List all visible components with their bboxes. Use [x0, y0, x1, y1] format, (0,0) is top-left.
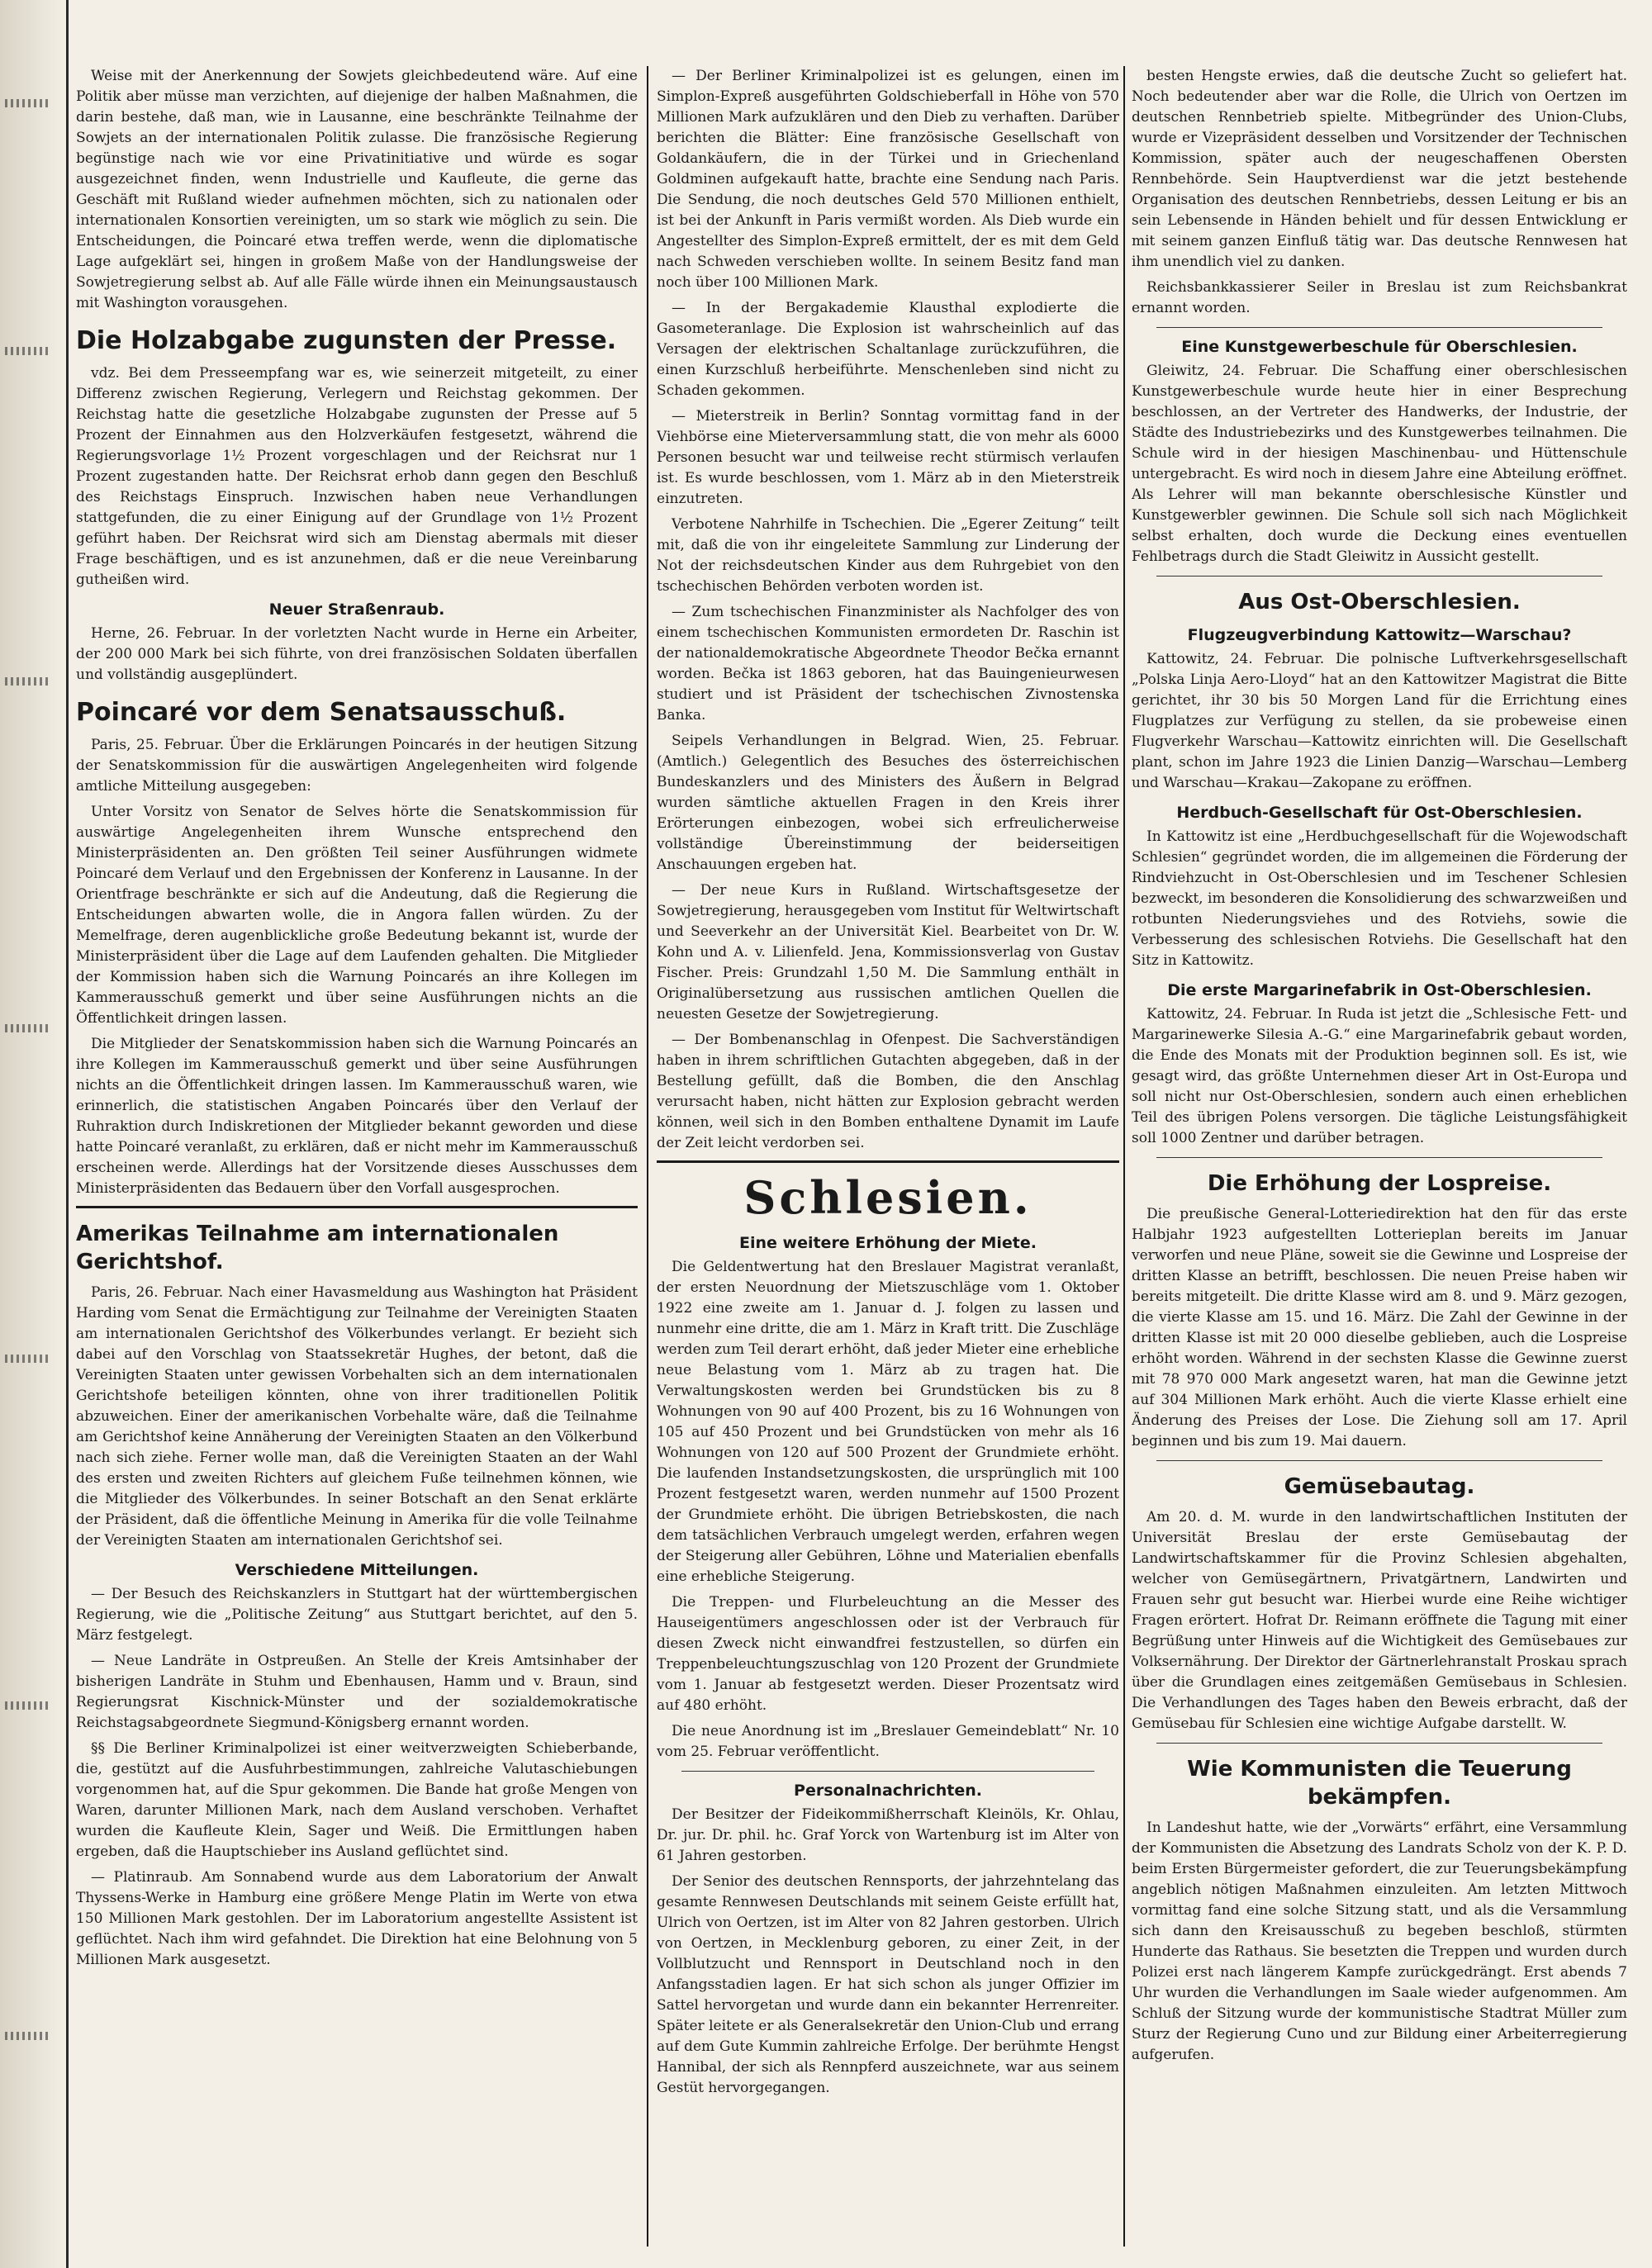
kunst-text: Gleiwitz, 24. Februar. Die Schaffung einer oberschlesischen Kunstgewerbeschule wurde heute hier in einer Besprechung beschlossen, an der Vertreter des Handwerks, der Industrie, der Städte des Industriebezirks und des Kunstgewerbes teilnahmen. Die Schule wird in der hiesigen Maschinenbau- und Hüttenschule untergebracht. Es wird noch in diesem Jahre eine Abteilung eröffnet. Als Lehrer will man bekannte oberschlesische Künstler und Kunstgewerbler gewinnen. Die Schule soll sich nach Möglichkeit selbst erhalten, doch wurde die Deckung eines eventuellen Fehlbetrags durch die Stadt Gleiwitz in Aussicht gestellt. [1132, 363, 1627, 565]
subhead-flugzeug: Flugzeugverbindung Kattowitz—Warschau? [1187, 626, 1572, 644]
section-divider [657, 1160, 1119, 1163]
divider [76, 1206, 638, 1208]
column-divider-2 [1123, 66, 1125, 2247]
personal-text-1: Der Besitzer der Fideikommißherrschaft Kleinöls, Kr. Ohlau, Dr. jur. Dr. phil. hc. Graf Yorck von Wartenburg ist im Alter von 61 Jahren gestorben. [657, 1806, 1119, 1864]
headline-kommunisten: Wie Kommunisten die Teuerung bekämpfen. [1187, 1757, 1572, 1810]
col2-item-6: Seipels Verhandlungen in Belgrad. Wien, 25. Februar. (Amtlich.) Gelegentlich des Besuches des österreichischen Bundeskanzlers und des Ministers des Äußern in Belgrad wurden sämtliche aktuellen Fragen in den Kreis ihrer Erörterungen einbezogen, wobei sich erfreulicherweise vollständige Übereinstimmung der beiderseitigen Anschauungen ergeben hat. [657, 733, 1119, 873]
divider [1156, 1460, 1602, 1461]
gemuese-text: Am 20. d. M. wurde in den landwirtschaftlichen Instituten der Universität Breslau der erste Gemüsebautag der Landwirtschaftskammer für die Provinz Schlesien abgehalten, welcher von Gemüsegärtnern, Privatgärtnern, Landwirten und Frauen sehr gut besucht war. Hierbei wurde eine Reihe wichtiger Fragen erörtert. Hofrat Dr. Reimann eröffnete die Tagung mit einer Begrüßung unter Hinweis auf die Wichtigkeit des Gemüsebaues zur Volksernährung. Der Direktor der Gärtnerlehranstalt Proskau sprach über die Grundlagen eines zeitgemäßen Gemüsebaus in Schlesien. Die Verhandlungen des Tages haben den Beweis erbracht, daß der Gemüsebau für Schlesien eine wichtige Aufgabe darstellt. W. [1132, 1509, 1627, 1732]
headline-gemuesebautag: Gemüsebautag. [1284, 1474, 1475, 1499]
headline-miete: Eine weitere Erhöhung der Miete. [739, 1234, 1037, 1252]
column-3 [1132, 66, 1627, 2238]
column-2 [657, 66, 1119, 2238]
miete-text-2: Die Treppen- und Flurbeleuchtung an die Messer des Hauseigentümers angeschlossen oder ist der Verbrauch für diesen Zweck nicht einwandfrei festzustellen, so dürfen ein Treppenbeleuchtungszuschlag von 120 Prozent der Grundmiete vom 1. Januar ab festgesetzt werden. Dieser Prozentsatz wird auf 480 erhöht. [657, 1594, 1119, 1714]
column-1 [76, 66, 638, 2238]
headline-lospreise: Die Erhöhung der Lospreise. [1207, 1171, 1552, 1196]
col3-item-1: besten Hengste erwies, daß die deutsche Zucht so geliefert hat. Noch bedeutender aber war die Rolle, die Ulrich von Oertzen im deutschen Rennbetrieb spielte. Mitbegründer des Union-Clubs, wurde er Vizepräsident desselben und Vorsitzender der Technischen Kommission, später auch der neugeschaffenen Obersten Rennbehörde. Sein Hauptverdienst war die jetzt bestehende Organisation des deutschen Rennbetriebs, dessen Leitung er bis an sein Lebensende in Händen behielt und für dessen Entwicklung er mit seinem ganzen Einfluß tätig war. Das deutsche Rennwesen hat ihm unendlich viel zu danken. [1132, 68, 1627, 270]
strassenraub-text: Herne, 26. Februar. In der vorletzten Nacht wurde in Herne ein Arbeiter, der 200 000 Mark bei sich führte, von drei französischen Soldaten überfallen und vollständig ausgeplündert. [76, 625, 638, 683]
personal-text-2: Der Senior des deutschen Rennsports, der jahrzehntelang das gesamte Rennwesen Deutschlands mit seinem Geiste erfüllt hat, Ulrich von Oertzen, ist im Alter von 82 Jahren gestorben. Ulrich von Oertzen, in Mecklenburg geboren, zu einer Zeit, in der Vollblutzucht und Rennsport in Deutschland noch in den Anfangsstadien lagen. Er hat sich schon als junger Offizier im Sattel hervorgetan und wurde dann ein bekannter Herrenreiter. Später leitete er als Generalsekretär den Union-Club und errang auf dem Gute Kummin zahlreiche Erfolge. Der berühmte Hengst Hannibal, der sich als Rennpferd auszeichnete, war aus seinem Gestüt hervorgegangen. [657, 1873, 1119, 2096]
mitteilungen-text-2: — Neue Landräte in Ostpreußen. An Stelle der Kreis Amtsinhaber der bisherigen Landräte in Stuhm und Ebenhausen, Hamm und v. Braun, sind Regierungsrat Kischnick-Münster und der sozialdemokratische Reichstagsabgeordnete Siegmund-Königsberg ernannt worden. [76, 1653, 638, 1731]
headline-poincare: Poincaré vor dem Senatsausschuß. [76, 698, 567, 727]
intro-text: Weise mit der Anerkennung der Sowjets gleichbedeutend wäre. Auf eine Politik aber müsse man verzichten, auf diejenige der halben Maßnahmen, die darin bestehe, daß man, wie in Lausanne, eine beschränkte Teilnahme der Sowjets an der internationalen Politik zulasse. Die französische Regierung begünstige nach wie vor eine Privatinitiative und würde es sogar ausgezeichnet finden, wenn Industrielle und Kaufleute, die gerne das Geschäft mit Rußland wieder aufnehmen möchten, sich zu nationalen oder internationalen Konsortien vereinigten, um so stark wie möglich zu sein. Die Entscheidungen, die Poincaré etwa treffen werde, wenn die diplomatische Lage aufgeklärt sei, hingen in großem Maße von der Handlungsweise der Sowjetregierung selbst ab. Auf alle Fälle würde ihnen ein Meinungsaustausch mit Washington vorausgehen. [76, 68, 638, 311]
col2-item-3: — Mieterstreik in Berlin? Sonntag vormittag fand in der Viehbörse eine Mieterversammlung statt, die von mehr als 6000 Personen besucht war und teilweise recht stürmisch verlaufen ist. Es wurde beschlossen, vom 1. März ab in den Mieterstreik einzutreten. [657, 408, 1119, 507]
col2-item-5: — Zum tschechischen Finanzminister als Nachfolger des von einem tschechischen Kommunisten ermordeten Dr. Raschin ist der nationaldemokratische Abgeordnete Theodor Bečka ernannt worden. Bečka ist 1863 geboren, hat das Bauingenieurwesen studiert und ist Präsident der tschechischen Zivnostenska Banka. [657, 604, 1119, 724]
ost-text-2: In Kattowitz ist eine „Herdbuchgesellschaft für die Wojewodschaft Schlesien“ gegründet worden, die im allgemeinen die Förderung der Rindviehzucht in Ost-Oberschlesien und im Teschener Schlesien bezweckt, im besonderen die Konsolidierung des schwarzweißen und rotbunten Niederungsviehes und des Rotviehs, sowie die Verbesserung des schlesischen Rotviehs. Die Gesellschaft hat den Sitz in Kattowitz. [1132, 828, 1627, 969]
headline-holzabgabe: Die Holzabgabe zugunsten der Presse. [76, 326, 617, 355]
divider [681, 1771, 1094, 1772]
mitteilungen-text-4: — Platinraub. Am Sonnabend wurde aus dem Laboratorium der Anwalt Thyssens-Werke in Hamburg eine größere Menge Platin im Werte von etwa 150 Millionen Mark gestohlen. Der im Laboratorium angestellte Assistent ist geflüchtet. Nach ihm wird gefahndet. Die Direktion hat eine Belohnung von 5 Millionen Mark ausgesetzt. [76, 1869, 638, 1968]
headline-mitteilungen: Verschiedene Mitteilungen. [235, 1561, 479, 1579]
poincare-text-1: Paris, 25. Februar. Über die Erklärungen Poincarés in der heutigen Sitzung der Senatskommission für die auswärtigen Angelegenheiten wird folgende amtliche Mitteilung ausgegeben: [76, 737, 638, 795]
col3-item-2: Reichsbankkassierer Seiler in Breslau ist zum Reichsbankrat ernannt worden. [1132, 279, 1627, 316]
miete-text-3: Die neue Anordnung ist im „Breslauer Gemeindeblatt“ Nr. 10 vom 25. Februar veröffentlicht. [657, 1723, 1119, 1760]
mitteilungen-text-3: §§ Die Berliner Kriminalpolizei ist einer weitverzweigten Schieberbande, die, gestützt auf die Ausfuhrbestimmungen, zahlreiche Valutaschiebungen vorgenommen hat, auf die Spur gekommen. Die Bande hat große Mengen von Waren, darunter Millionen Mark, nach dem Ausland verschoben. Verhaftet wurden die Kaufleute Klein, Sager und Weiß. Die Ermittlungen haben ergeben, daß die Hauptschieber ins Ausland geflüchtet sind. [76, 1740, 638, 1860]
headline-personal: Personalnachrichten. [794, 1782, 982, 1800]
col2-item-2: — In der Bergakademie Klausthal explodierte die Gasometeranlage. Die Explosion ist wahrscheinlich auf das Versagen der elektrischen Schaltanlage zurückzuführen, die einen Kurzschluß herbeiführte. Menschenleben sind nicht zu Schaden gekommen. [657, 300, 1119, 399]
headline-ost-oberschlesien: Aus Ost-Oberschlesien. [1238, 590, 1521, 614]
subhead-herdbuch: Herdbuch-Gesellschaft für Ost-Oberschlesien. [1176, 804, 1583, 822]
divider [1156, 1743, 1602, 1744]
col2-item-7: — Der neue Kurs in Rußland. Wirtschaftsgesetze der Sowjetregierung, herausgegeben vom Institut für Weltwirtschaft und Seeverkehr an der Universität Kiel. Bearbeitet von Dr. W. Kohn und A. v. Lilienfeld. Jena, Kommissionsverlag von Gustav Fischer. Preis: Grundzahl 1,50 M. Die Sammlung enthält in Originalübersetzung aus russischen amtlichen Quellen die neuesten Gesetze der Sowjetregierung. [657, 882, 1119, 1022]
section-title-schlesien: Schlesien. [743, 1171, 1032, 1224]
headline-kunstgewerbeschule: Eine Kunstgewerbeschule für Oberschlesien. [1181, 338, 1578, 356]
col2-item-1: — Der Berliner Kriminalpolizei ist es gelungen, einen im Simplon-Expreß ausgeführten Goldschieberfall in Höhe von 570 Millionen Mark aufzuklären und den Dieb zu verhaften. Darüber berichten die Blätter: Eine französische Gesellschaft von Goldankäufern, die in der Türkei und in Griechenland Goldminen aufgekauft hatte, brachte eine Sendung nach Paris. Die Sendung, die noch deutsches Geld 570 Millionen enthielt, ist bei der Ankunft in Paris vermißt worden. Als Dieb wurde ein Angestellter des Simplon-Expreß ermittelt, der es mit dem Geld nach Schweden verschieben wollte. In seinem Besitz fand man noch über 100 Millionen Mark. [657, 68, 1119, 291]
column-divider-1 [647, 66, 648, 2247]
amerika-text: Paris, 26. Februar. Nach einer Havasmeldung aus Washington hat Präsident Harding vom Senat die Ermächtigung zur Teilnahme der Vereinigten Staaten am internationalen Gerichtshof des Völkerbundes verlangt. Er bezieht sich dabei auf den Vorschlag von Staatssekretär Hughes, der betont, daß die Vereinigten Staaten unter gewissen Vorbehalten sich an dem internationalen Gerichtshofe beteiligen könnten, ohne von ihrer traditionellen Politik abzuweichen. Einer der amerikanischen Vorbehalte wäre, daß die Teilnahme am Gerichtshof keine Annäherung der Vereinigten Staaten an den Völkerbund nach sich ziehe. Ferner wolle man, daß die Vereinigten Staaten an der Wahl des ersten und zweiten Richters auf gleichem Fuße teilnehmen können, wie die Mitglieder des Völkerbundes. In seiner Botschaft an den Senat erklärte der Präsident, daß die öffentliche Meinung in Amerika für die volle Teilnahme der Vereinigten Staaten am internationalen Gerichtshof sei. [76, 1284, 638, 1549]
col2-item-8: — Der Bombenanschlag in Ofenpest. Die Sachverständigen haben in ihrem schriftlichen Gutachten abgegeben, daß in der Bestellung gefüllt, daß die Bomben, die den Anschlag verursacht haben, nicht hätten zur Explosion gebracht werden können, weil sich in den Bomben enthaltene Dynamit im Laufe der Zeit leicht verdorben sei. [657, 1032, 1119, 1151]
headline-amerika: Amerikas Teilnahme am internationalen Gerichtshof. [76, 1222, 559, 1274]
col2-item-4: Verbotene Nahrhilfe in Tschechien. Die „Egerer Zeitung“ teilt mit, daß die von ihr eingeleitete Sammlung zur Linderung der Not der reichsdeutschen Kinder aus dem Ruhrgebiet von den tschechischen Behörden verboten worden ist. [657, 516, 1119, 595]
mitteilungen-text-1: — Der Besuch des Reichskanzlers in Stuttgart hat der württembergischen Regierung, wie die „Politische Zeitung“ aus Stuttgart berichtet, auf den 5. März festgelegt. [76, 1586, 638, 1644]
divider [1156, 327, 1602, 328]
kommunisten-text: In Landeshut hatte, wie der „Vorwärts“ erfährt, eine Versammlung der Kommunisten die Absetzung des Landrats Scholz von der K. P. D. beim Ersten Bürgermeister gefordert, die zur Teuerungsbekämpfung angeblich nötigen Maßnahmen einzuleiten. Am letzten Mittwoch vormittag fand eine solche Sitzung statt, und als die Versammlung sich dann den Kreisausschuß zu begeben beschloß, stürmten Hunderte das Rathaus. Sie besetzten die Treppen und wurden durch Polizei erst nach längerem Kampfe zurückgedrängt. Erst abends 7 Uhr wurden die Verhandlungen im Saale wieder aufgenommen. Am Schluß der Sitzung wurde der kommunistische Stadtrat Müller zum Sturz der Regierung Cuno und zur Bildung einer Arbeiterregierung aufgerufen. [1132, 1820, 1627, 2063]
divider [1156, 1157, 1602, 1158]
poincare-text-3: Die Mitglieder der Senatskommission haben sich die Warnung Poincarés an ihre Kollegen im Kammerausschuß gemerkt und über seine Ausführungen nichts an die Öffentlichkeit dringen lassen. Im Kammerausschuß waren, wie erinnerlich, die statistischen Angaben Poincarés über den Verlauf der Ruhraktion durch Indiskretionen der Mitglieder bekannt geworden und diese hatte Poincaré veranlaßt, zu erklären, daß er nicht mehr im Kammerausschuß erscheinen werde. Allerdings hat der Vorsitzende dieses Ausschusses dem Ministerpräsidenten das Bedauern über den Vorfall ausgesprochen. [76, 1036, 638, 1197]
holzabgabe-text: vdz. Bei dem Presseempfang war es, wie seinerzeit mitgeteilt, zu einer Differenz zwischen Regierung, Verlegern und Reichstag gekommen. Der Reichstag hatte die gesetzliche Holzabgabe zugunsten der Presse auf 5 Prozent der Einnahmen aus den Holzverkäufen festgesetzt, während die Regierungsvorlage 1½ Prozent vorgeschlagen und der Reichsrat nur 1 Prozent zugestanden hatte. Der Reichsrat erhob dann gegen den Beschluß des Reichstags Einspruch. Inzwischen haben neue Verhandlungen stattgefunden, die zu einer Einigung auf der Grundlage von 1½ Prozent geführt haben. Der Reichsrat wird sich am Dienstag abermals mit dieser Frage beschäftigen, und es ist anzunehmen, daß er die neue Vereinbarung gutheißen wird. [76, 365, 638, 588]
poincare-text-2: Unter Vorsitz von Senator de Selves hörte die Senatskommission für auswärtige Angelegenheiten ihrem Wunsche entsprechend den Ministerpräsidenten an. Den größten Teil seiner Ausführungen widmete Poincaré dem Verlauf und den Ergebnissen der Konferenz in Lausanne. In der Orientfrage beschränkte er sich auf die Andeutung, daß die Regierung die Entscheidungen abwarten wolle, die in Angora fallen würden. Zu der Memelfrage, deren augenblickliche große Bedeutung bekannt ist, wurde der Ministerpräsident über die Lage auf dem Laufenden gehalten. Die Mitglieder der Kommission haben sich die Warnung Poincarés an ihre Kollegen im Kammerausschuß gemerkt und über seine Ausführungen nichts an die Öffentlichkeit dringen lassen. [76, 804, 638, 1027]
los-text: Die preußische General-Lotteriedirektion hat den für das erste Halbjahr 1923 aufgestellten Lotterieplan bereits im Januar verworfen und neue Pläne, soweit sie die Gewinne und Lospreise der dritten Klasse an betrifft, beschlossen. Die neuen Preise haben wir bereits mitgeteilt. Die dritte Klasse wird am 8. und 9. März gezogen, die vierte Klasse am 15. und 16. März. Die Zahl der Gewinne in der dritten Klasse ist mit 20 000 dieselbe geblieben, auch die Lospreise erhöht worden. Während in der sechsten Klasse die Gewinne zuerst mit 78 970 000 Mark angesetzt waren, hat man die Gewinne jetzt auf 304 Millionen Mark erhöht. Auch die vierte Klasse erhielt eine Änderung des Preises der Lose. Die Ziehung soll am 17. April beginnen und bis zum 19. Mai dauern. [1132, 1206, 1627, 1450]
subhead-margarine: Die erste Margarinefabrik in Ost-Oberschlesien. [1167, 981, 1592, 999]
ost-text-1: Kattowitz, 24. Februar. Die polnische Luftverkehrsgesellschaft „Polska Linja Aero-Lloyd“ hat an den Kattowitzer Magistrat die Bitte gerichtet, ihr 30 bis 50 Morgen Land für die Errichtung eines Flugplatzes zur Verfügung zu stellen, da sie probeweise einen Flugverkehr Warschau—Kattowitz einrichten will. Die Gesellschaft plant, schon im Jahre 1923 die Linien Danzig—Warschau—Lemberg und Warschau—Krakau—Zakopane zu eröffnen. [1132, 651, 1627, 791]
miete-text-1: Die Geldentwertung hat den Breslauer Magistrat veranlaßt, der ersten Neuordnung der Mietszuschläge vom 1. Oktober 1922 eine zweite am 1. Januar d. J. folgen zu lassen und nunmehr eine dritte, die am 1. März in Kraft tritt. Die Zuschläge werden zum Teil derart erhöht, daß jeder Mieter eine erhebliche neue Belastung vom 1. März ab zu tragen hat. Die Verwaltungskosten werden bei Grundstücken bis zu 8 Wohnungen von 90 auf 400 Prozent, bis zu 16 Wohnungen von 105 auf 450 Prozent und bei Grundstücken von mehr als 16 Wohnungen von 120 auf 500 Prozent der Grundmiete erhöht. Die laufenden Instandsetzungskosten, die ursprünglich mit 100 Prozent festgesetzt waren, werden nunmehr auf 1500 Prozent der Grundmiete erhöht. Die übrigen Betriebskosten, die nach dem tatsächlichen Verbrauch umgelegt werden, erfahren wegen der Steigerung aller Gebühren, Löhne und Materialien ebenfalls eine erhebliche Steigerung. [657, 1259, 1119, 1585]
ost-text-3: Kattowitz, 24. Februar. In Ruda ist jetzt die „Schlesische Fett- und Margarinewerke Silesia A.-G.“ eine Margarinefabrik gebaut worden, die Ende des Monats mit der Produktion beginnen soll. Es ist, wie gesagt wird, das größte Unternehmen dieser Art in Ost-Europa und soll nicht nur Ost-Oberschlesien, sondern auch einen erheblichen Teil des übrigen Polens versorgen. Die tägliche Leistungsfähigkeit soll 1000 Zentner und darüber betragen. [1132, 1006, 1627, 1146]
binding-edge [0, 0, 69, 2268]
headline-strassenraub: Neuer Straßenraub. [268, 600, 445, 619]
